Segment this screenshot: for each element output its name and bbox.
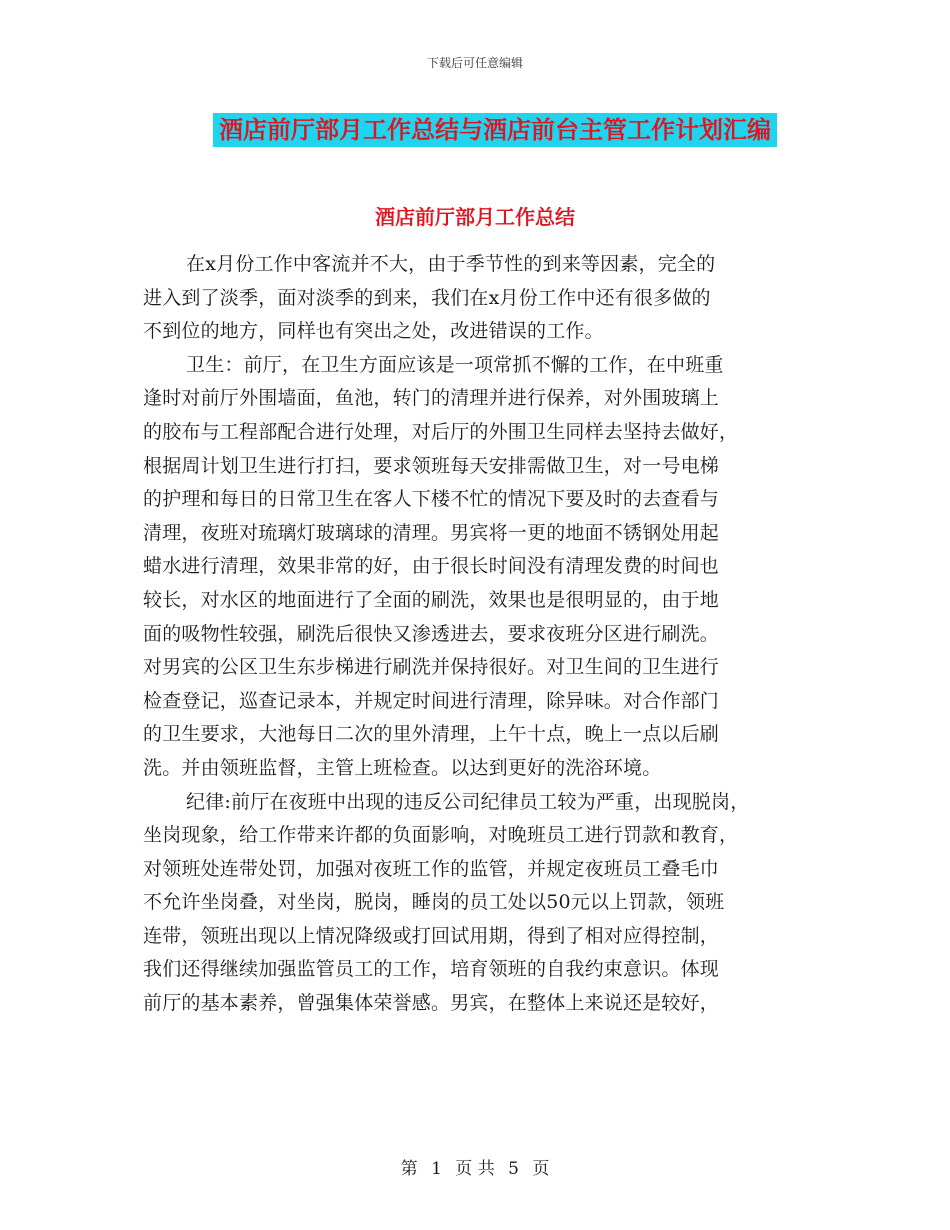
body-line: 不允许坐岗叠，对坐岗，脱岗，睡岗的员工处以50元以上罚款，领班 xyxy=(143,891,725,914)
body-line: 的胶布与工程部配合进行处理，对后厅的外围卫生同样去坚持去做好， xyxy=(143,420,739,443)
body-line: 清理，夜班对琉璃灯玻璃球的清理。男宾将一更的地面不锈钢处用起 xyxy=(143,521,720,544)
body-line: 对男宾的公区卫生东步梯进行刷洗并保持很好。对卫生间的卫生进行 xyxy=(143,656,720,679)
body-line: 面的吸物性较强，刷洗后很快又渗透进去，要求夜班分区进行刷洗。 xyxy=(143,622,720,645)
header-note: 下载后可任意编辑 xyxy=(426,56,523,70)
footer-total-pages: 5 xyxy=(508,1159,519,1179)
body-line: 蜡水进行清理，效果非常的好，由于很长时间没有清理发费的时间也 xyxy=(143,555,720,578)
body-line: 进入到了淡季，面对淡季的到来，我们在x月份工作中还有很多做的 xyxy=(143,286,711,309)
body-line: 根据周计划卫生进行打扫，要求领班每天安排需做卫生，对一号电梯 xyxy=(143,454,720,477)
body-line: 的护理和每日的日常卫生在客人下楼不忙的情况下要及时的去查看与 xyxy=(143,488,720,511)
body-line: 不到位的地方，同样也有突出之处，改进错误的工作。 xyxy=(143,320,604,343)
body-line: 较长，对水区的地面进行了全面的刷洗，效果也是很明显的，由于地 xyxy=(143,588,720,611)
footer-middle: 页 共 xyxy=(455,1159,495,1179)
body-line: 前厅的基本素养，曾强集体荣誉感。男宾，在整体上来说还是较好， xyxy=(143,992,720,1015)
body-line: 洗。并由领班监督，主管上班检查。以达到更好的洗浴环境。 xyxy=(143,756,662,779)
body-line: 逢时对前厅外围墙面，鱼池，转门的清理并进行保养，对外围玻璃上 xyxy=(143,387,720,410)
body-line: 纪律:前厅在夜班中出现的违反公司纪律员工较为严重，出现脱岗， xyxy=(186,790,750,813)
body-line: 检查登记，巡查记录本，并规定时间进行清理，除异味。对合作部门 xyxy=(143,689,720,712)
doc-title: 酒店前厅部月工作总结与酒店前台主管工作计划汇编 xyxy=(213,113,777,147)
page-footer xyxy=(0,1154,950,1179)
footer-suffix: 页 xyxy=(532,1159,550,1179)
body-line: 对领班处连带处罚，加强对夜班工作的监管，并规定夜班员工叠毛巾 xyxy=(143,857,720,880)
body-line: 的卫生要求，大池每日二次的里外清理，上午十点，晚上一点以后刷 xyxy=(143,723,720,746)
body-line: 连带，领班出现以上情况降级或打回试用期，得到了相对应得控制， xyxy=(143,924,720,947)
body-text xyxy=(143,248,823,1021)
footer-page-number: 1 xyxy=(431,1159,442,1179)
doc-title-wrap xyxy=(0,113,950,147)
section-title: 酒店前厅部月工作总结 xyxy=(375,205,575,229)
body-line: 卫生：前厅，在卫生方面应该是一项常抓不懈的工作，在中班重 xyxy=(186,353,724,376)
body-line: 在x月份工作中客流并不大，由于季节性的到来等因素，完全的 xyxy=(186,253,716,275)
footer-prefix: 第 xyxy=(400,1159,418,1179)
body-line: 坐岗现象，给工作带来许都的负面影响，对晚班员工进行罚款和教育， xyxy=(143,824,739,847)
body-line: 我们还得继续加强监管员工的工作，培育领班的自我约束意识。体现 xyxy=(143,958,720,981)
